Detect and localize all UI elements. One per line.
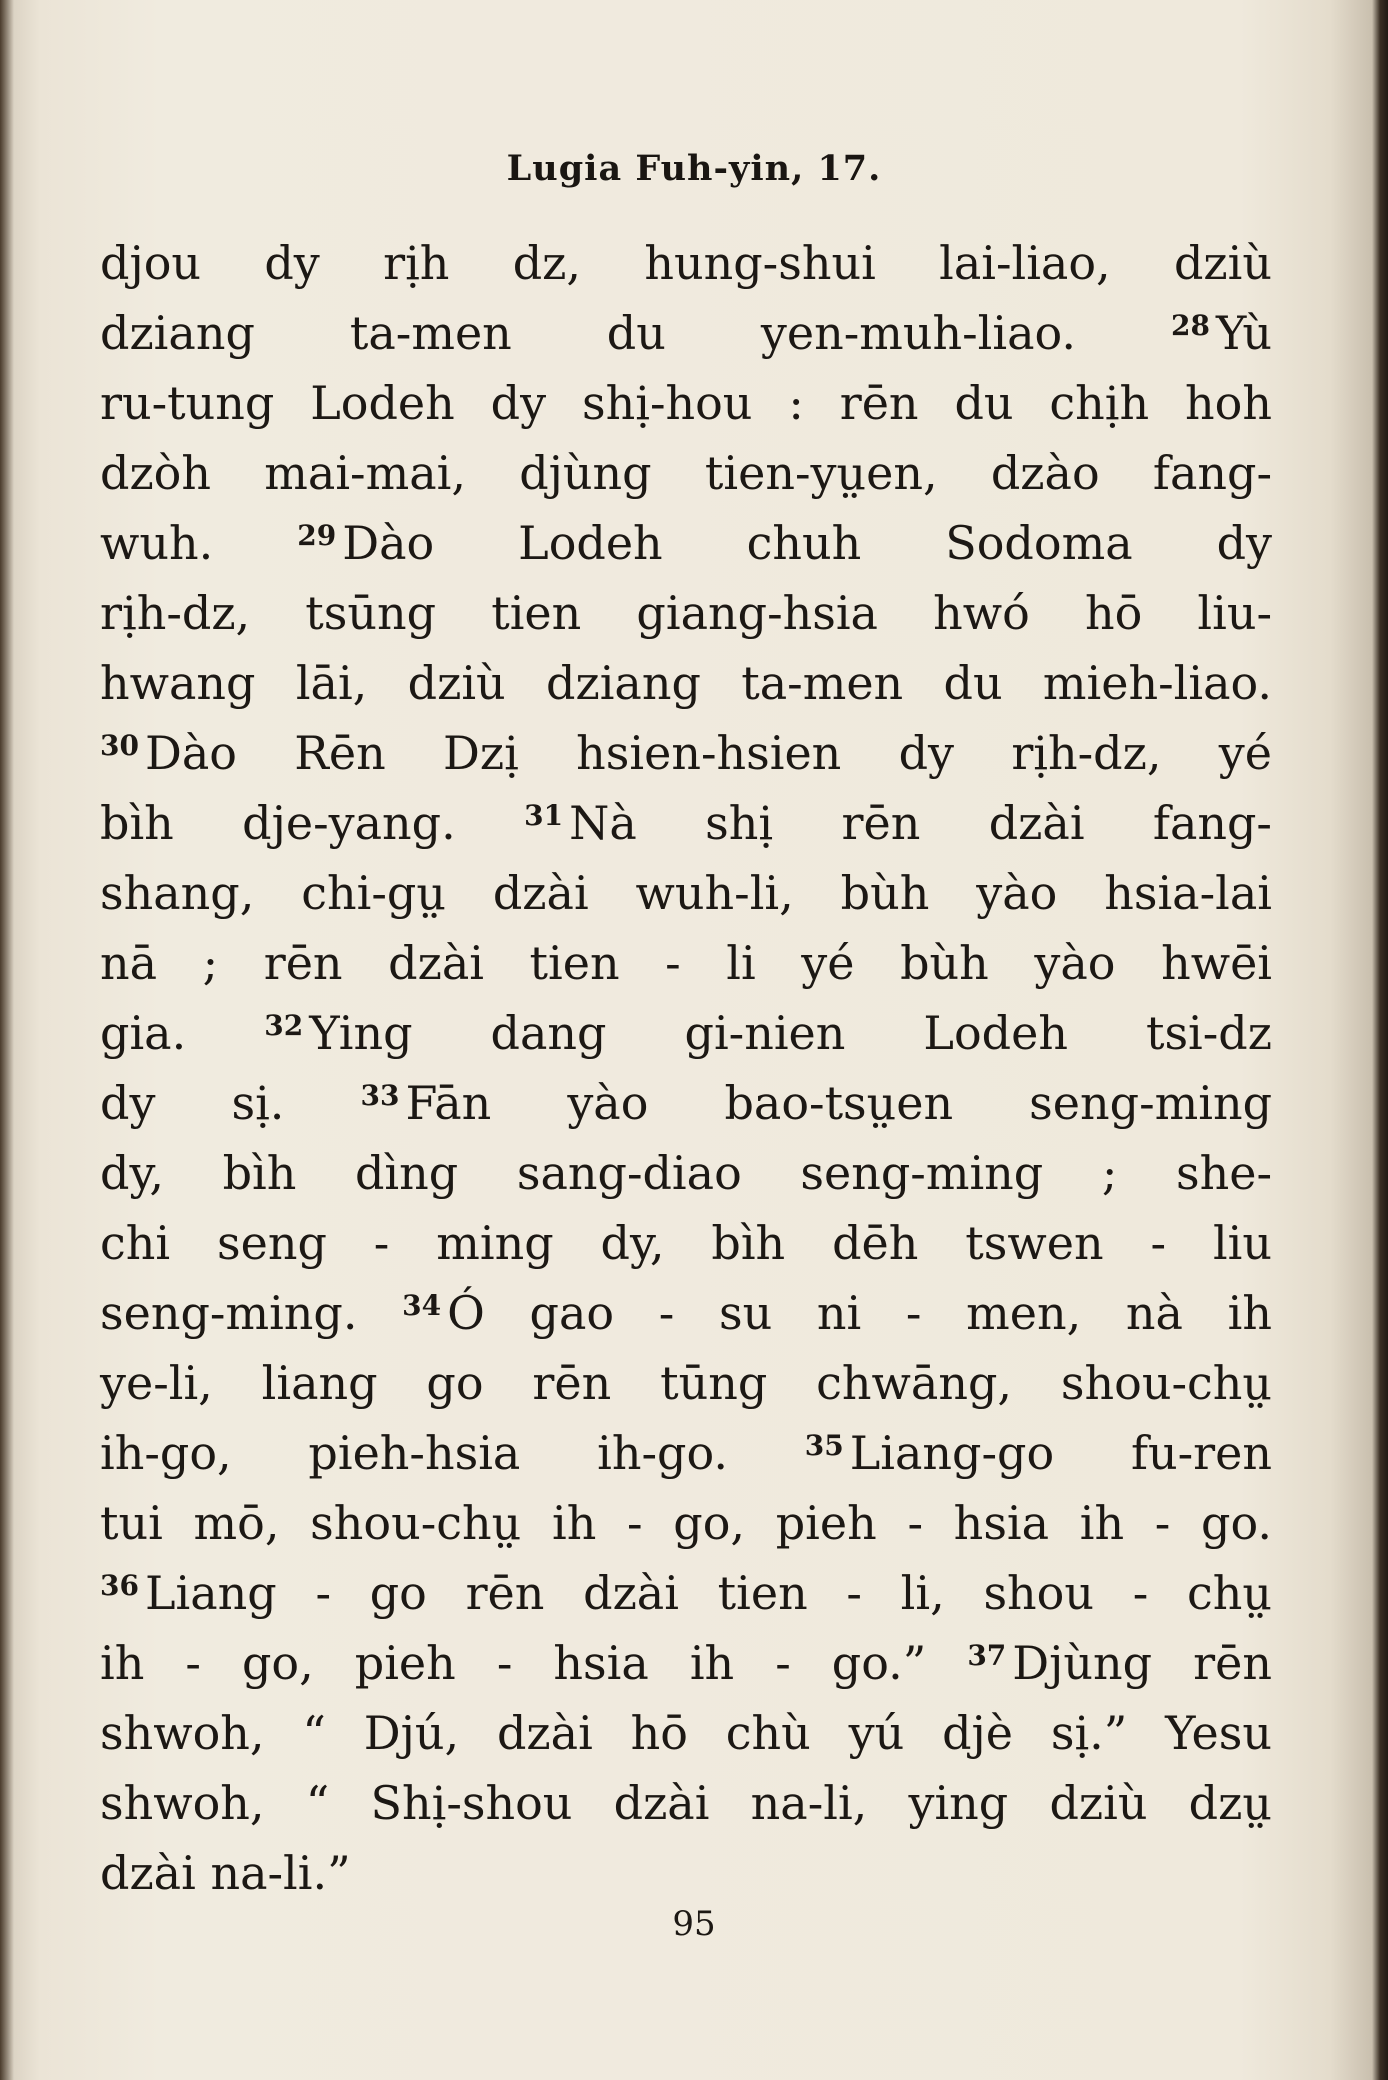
text-line: djou dy rịh dz, hung-shui lai-liao, dziù: [100, 236, 1272, 290]
verse-number: 33: [360, 1079, 400, 1112]
text-line: nā ; rēn dzài tien - li yé bùh yào hwēi: [100, 936, 1272, 990]
text-line: bìh dje-yang. $^{31}$ Nà shị rēn dzài fang-: [100, 796, 1272, 850]
text-line: rịh-dz, tsūng tien giang-hsia hwó hō liu-: [100, 586, 1272, 640]
body-text: [100, 228, 1272, 1908]
text-line: dziang ta-men du yen-muh-liao. $^{28}$ Yù: [100, 306, 1272, 360]
verse-number: 37: [967, 1639, 1007, 1672]
text-line: $^{36}$ Liang - go rēn dzài tien - li, shou - chṳ: [100, 1566, 1272, 1620]
text-line: tui mō, shou-chṳ ih - go, pieh - hsia ih - go.: [100, 1496, 1272, 1550]
text-line: dy sị. $^{33}$ Fān yào bao-tsṳen seng-ming: [100, 1076, 1273, 1130]
text-line: ih-go, pieh-hsia ih-go. $^{35}$ Liang-go fu-ren: [100, 1426, 1273, 1480]
text-line: seng-ming. $^{34}$ Ó gao - su ni - men, nà ih: [100, 1286, 1273, 1340]
text-line: chi seng - ming dy, bìh dēh tswen - liu: [100, 1216, 1272, 1270]
verse-number: 28: [1171, 309, 1210, 342]
text-line: dzài na-li.”: [100, 1846, 351, 1900]
verse-number: 34: [402, 1289, 442, 1322]
verse-number: 29: [297, 519, 337, 552]
text-line: hwang lāi, dziù dziang ta-men du mieh-liao.: [100, 656, 1272, 710]
text-line: shang, chi-gṳ dzài wuh-li, bùh yào hsia-lai: [100, 866, 1272, 920]
verse-number: 35: [804, 1429, 844, 1462]
text-line: dzòh mai-mai, djùng tien-yṳen, dzào fang-: [100, 446, 1272, 500]
verse-number: 30: [100, 729, 139, 762]
text-line: ye-li, liang go rēn tūng chwāng, shou-chṳ: [100, 1356, 1272, 1410]
text-line: $^{30}$ Dào Rēn Dzị hsien-hsien dy rịh-dz, yé: [100, 726, 1272, 780]
verse-number: 36: [100, 1569, 139, 1602]
verse-number: 32: [264, 1009, 304, 1042]
page-number: 95: [672, 1904, 716, 1944]
text-line: gia. $^{32}$ Ying dang gi-nien Lodeh tsi-dz: [100, 1006, 1272, 1060]
running-header: Lugia Fuh-yin, 17.: [506, 148, 882, 189]
text-line: ru-tung Lodeh dy shị-hou : rēn du chịh hoh: [100, 376, 1272, 430]
text-line: shwoh, “ Djú, dzài hō chù yú djè sị.” Yesu: [100, 1706, 1272, 1760]
verse-number: 31: [524, 799, 564, 832]
text-line: dy, bìh dìng sang-diao seng-ming ; she-: [100, 1146, 1272, 1200]
spine-shadow: [0, 0, 14, 2080]
text-line: wuh. $^{29}$ Dào Lodeh chuh Sodoma dy: [100, 516, 1273, 570]
text-line: ih - go, pieh - hsia ih - go.” $^{37}$ Djùng rēn: [100, 1636, 1273, 1690]
text-line: shwoh, “ Shị-shou dzài na-li, ying dziù dzṳ: [100, 1776, 1272, 1830]
